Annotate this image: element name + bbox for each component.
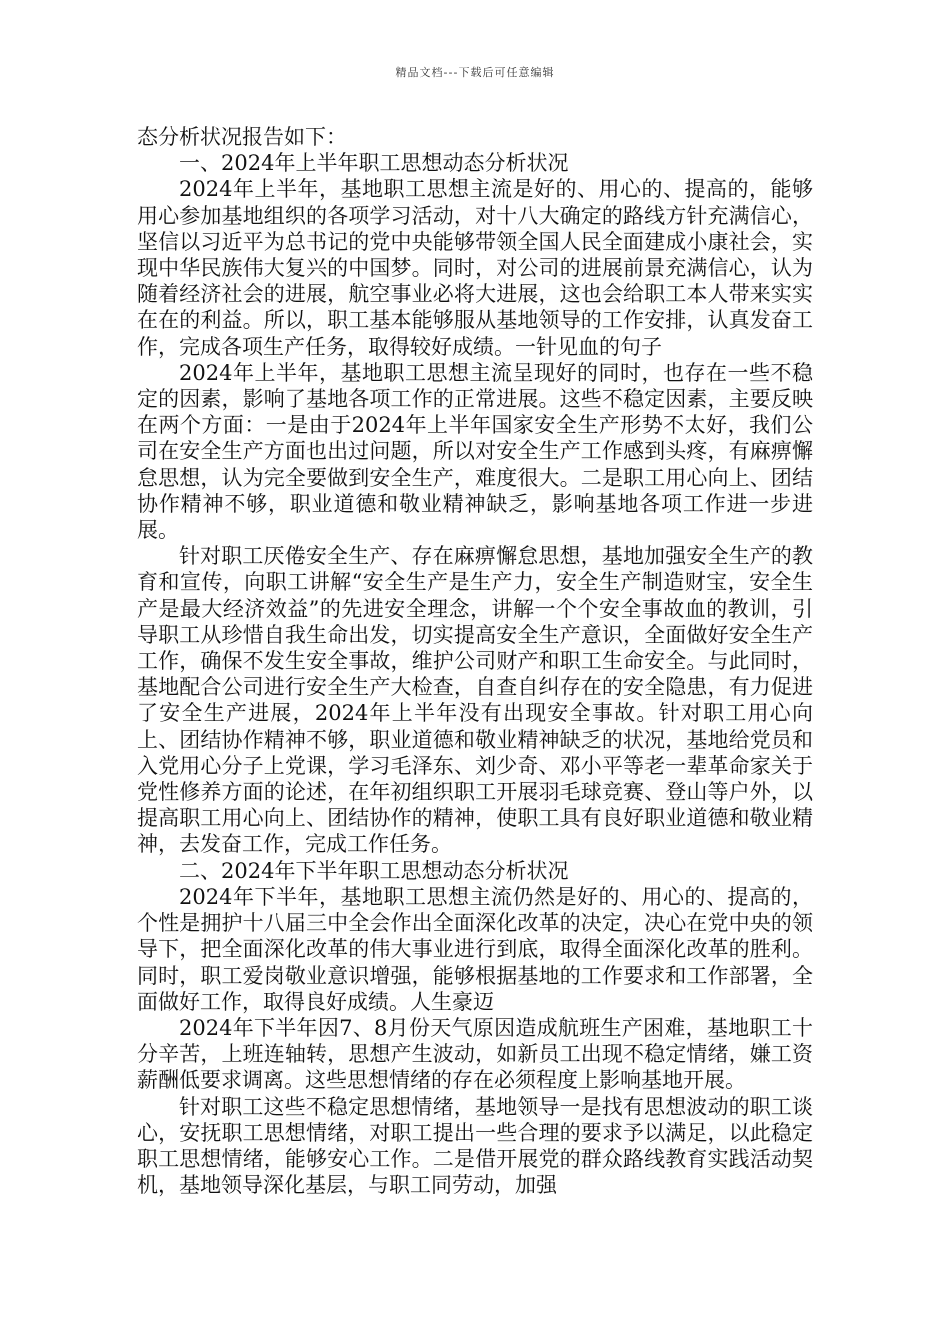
paragraph: 2024年上半年，基地职工思想主流呈现好的同时，也存在一些不稳定的因素，影响了基地各项工作的正常进展。这些不稳定因素，主要反映在两个方面：一是由于2024年上半年国家安全生产形势不太好，我们公司在安全生产方面也出过问题，所以对安全生产工作感到头疼，有麻痹懈怠思想，认为完全要做到安全生产，难度很大。二是职工用心向上、团结协作精神不够，职业道德和敬业精神缺乏，影响基地各项工作进一步进展。 [137,360,813,543]
paragraph: 2024年下半年，基地职工思想主流仍然是好的、用心的、提高的，个性是拥护十八届三中全会作出全面深化改革的决定，决心在党中央的领导下，把全面深化改革的伟大事业进行到底，取得全面深化改革的胜利。同时，职工爱岗敬业意识增强，能够根据基地的工作要求和工作部署，全面做好工作，取得良好成绩。人生豪迈 [137,884,813,1014]
document-body [137,124,813,1198]
section-heading: 一、2024年上半年职工思想动态分析状况 [179,151,569,176]
section-heading: 二、2024年下半年职工思想动态分析状况 [179,858,569,883]
paragraph: 2024年下半年因7、8月份天气原因造成航班生产困难，基地职工十分辛苦，上班连轴转，思想产生波动，如新员工出现不稳定情绪，嫌工资薪酬低要求调离。这些思想情绪的存在必须程度上影响基地开展。 [137,1015,813,1093]
paragraph: 针对职工厌倦安全生产、存在麻痹懈怠思想，基地加强安全生产的教育和宣传，向职工讲解“安全生产是生产力，安全生产制造财宝，安全生产是最大经济效益”的先进安全理念，讲解一个个安全事故血的教训，引导职工从珍惜自我生命出发，切实提高安全生产意识，全面做好安全生产工作，确保不发生安全事故，维护公司财产和职工生命安全。与此同时，基地配合公司进行安全生产大检查，自查自纠存在的安全隐患，有力促进了安全生产进展，2024年上半年没有出现安全事故。针对职工用心向上、团结协作精神不够，职业道德和敬业精神缺乏的状况，基地给党员和入党用心分子上党课，学习毛泽东、刘少奇、邓小平等老一辈革命家关于党性修养方面的论述，在年初组织职工开展羽毛球竞赛、登山等户外，以提高职工用心向上、团结协作的精神，使职工具有良好职业道德和敬业精神，去发奋工作，完成工作任务。 [137,544,813,857]
page-header: 精品文档---下载后可任意编辑 [395,66,555,79]
paragraph: 2024年上半年，基地职工思想主流是好的、用心的、提高的，能够用心参加基地组织的各项学习活动，对十八大确定的路线方针充满信心，坚信以习近平为总书记的党中央能够带领全国人民全面建成小康社会，实现中华民族伟大复兴的中国梦。同时，对公司的进展前景充满信心，认为随着经济社会的进展，航空事业必将大进展，这也会给职工本人带来实实在在的利益。所以，职工基本能够服从基地领导的工作安排，认真发奋工作，完成各项生产任务，取得较好成绩。一针见血的句子 [137,177,813,359]
paragraph: 态分析状况报告如下： [137,125,347,149]
paragraph: 针对职工这些不稳定思想情绪，基地领导一是找有思想波动的职工谈心，安抚职工思想情绪，对职工提出一些合理的要求予以满足，以此稳定职工思想情绪，能够安心工作。二是借开展党的群众路线教育实践活动契机，基地领导深化基层，与职工同劳动，加强 [137,1094,813,1198]
